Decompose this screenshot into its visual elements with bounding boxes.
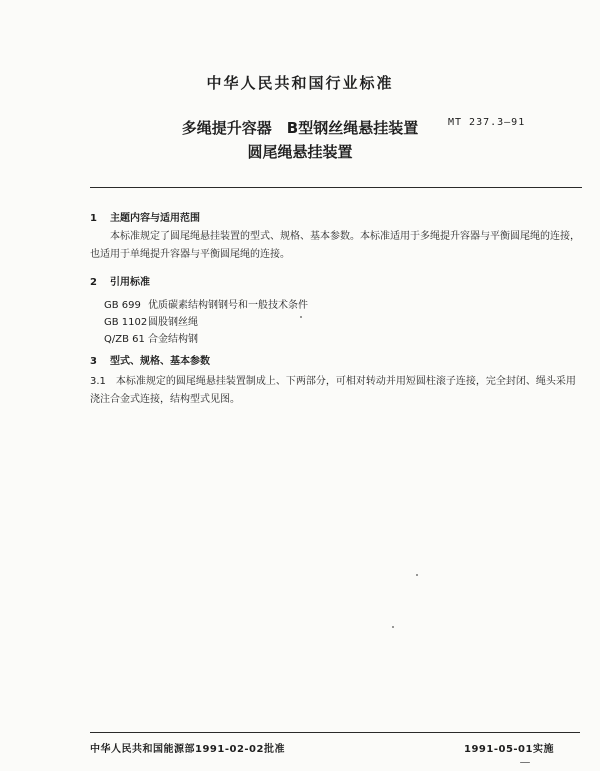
reference-code: GB 699 bbox=[104, 300, 141, 311]
section-1-body: 本标准规定了圆尾绳悬挂装置的型式、规格、基本参数。本标准适用于多绳提升容器与平衡圆尾绳的连接，也适用于单绳提升容器与平衡圆尾绳的连接。 bbox=[90, 231, 580, 260]
scan-speck bbox=[300, 316, 302, 318]
scan-speck bbox=[392, 626, 394, 628]
section-2-heading bbox=[90, 273, 150, 288]
standard-number: MT 237.3—91 bbox=[448, 117, 526, 128]
section-3-heading bbox=[90, 352, 210, 367]
reference-code: Q/ZB 61 bbox=[104, 334, 145, 345]
section-number: 3 bbox=[90, 356, 97, 367]
section-title: 引用标准 bbox=[110, 277, 150, 288]
reference-title: 优质碳素结构钢钢号和一般技术条件 bbox=[148, 300, 308, 311]
issuing-organization: 中华人民共和国行业标准 bbox=[206, 74, 394, 92]
reference-item bbox=[104, 330, 198, 345]
reference-title: 合金结构钢 bbox=[148, 334, 198, 345]
section-number: 1 bbox=[90, 213, 97, 224]
reference-item bbox=[104, 296, 308, 311]
implementation-date: 1991-05-01实施 bbox=[464, 744, 554, 755]
section-title: 型式、规格、基本参数 bbox=[110, 356, 210, 367]
section-title: 主题内容与适用范围 bbox=[110, 213, 200, 224]
section-number: 2 bbox=[90, 277, 97, 288]
footer-divider bbox=[90, 732, 580, 733]
section-1-heading bbox=[90, 209, 200, 224]
scan-speck bbox=[416, 574, 418, 576]
reference-code: GB 1102 bbox=[104, 317, 148, 328]
reference-title: 圆股钢丝绳 bbox=[148, 317, 198, 328]
document-title-line1: 多绳提升容器 B型钢丝绳悬挂装置 bbox=[181, 119, 419, 137]
header-divider bbox=[90, 187, 582, 188]
section-3-body: 3.1 本标准规定的圆尾绳悬挂装置制成上、下两部分，可相对转动并用短圆柱滚子连接，完全封闭、绳头采用浇注合金式连接，结构型式见图。 bbox=[90, 376, 576, 405]
scan-speck bbox=[520, 762, 530, 763]
reference-item bbox=[104, 313, 198, 328]
approval-statement: 中华人民共和国能源部1991-02-02批准 bbox=[90, 744, 285, 755]
document-title-line2: 圆尾绳悬挂装置 bbox=[247, 143, 353, 161]
